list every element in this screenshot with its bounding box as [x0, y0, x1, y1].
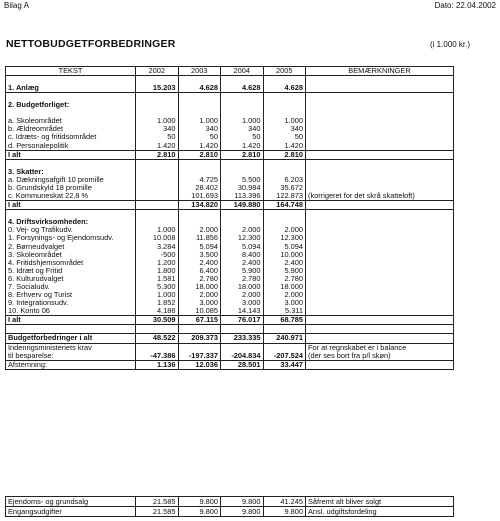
row-label: a. Dækningsafgift 10 promille	[6, 176, 136, 184]
row-value: 1.420	[136, 142, 179, 151]
table-header	[6, 67, 454, 76]
table-row	[6, 291, 454, 299]
row-value: 33.447	[263, 360, 306, 369]
row-value	[178, 76, 221, 85]
row-note	[306, 251, 454, 259]
row-note	[306, 218, 454, 226]
row-value	[136, 218, 179, 226]
row-value: 1.420	[178, 142, 221, 151]
row-label: 9. Integrationsudv.	[6, 299, 136, 307]
row-value: 12.300	[263, 234, 306, 242]
row-value: 1.200	[136, 259, 179, 267]
row-value: 4.628	[263, 84, 306, 93]
row-value	[136, 325, 179, 334]
row-label: I alt	[6, 150, 136, 159]
row-value: 340	[178, 125, 221, 133]
row-label	[6, 93, 136, 102]
row-value	[178, 210, 221, 219]
row-value: 1.000	[263, 117, 306, 125]
row-note	[306, 150, 454, 159]
row-value: 21.585	[136, 497, 179, 507]
row-value	[221, 343, 264, 352]
row-value: 14.143	[221, 307, 264, 316]
row-label	[6, 159, 136, 168]
row-note	[306, 184, 454, 192]
row-value: 9.800	[178, 507, 221, 517]
row-value: 5.500	[221, 176, 264, 184]
row-label: til besparelse:	[6, 352, 136, 361]
table-row	[6, 251, 454, 259]
row-value: 9.800	[263, 507, 306, 517]
row-value: 2.810	[221, 150, 264, 159]
row-value: 4.186	[136, 307, 179, 316]
row-value: 2.810	[178, 150, 221, 159]
row-value: 12.300	[221, 234, 264, 242]
table-row	[6, 234, 454, 242]
row-value: 10.000	[263, 251, 306, 259]
row-value: 9.800	[178, 497, 221, 507]
row-value	[136, 109, 179, 117]
row-value: 340	[221, 125, 264, 133]
row-value: 3.284	[136, 243, 179, 251]
row-value	[136, 201, 179, 210]
row-value	[263, 109, 306, 117]
row-value: 2.400	[263, 259, 306, 267]
row-value: 1.000	[136, 226, 179, 234]
row-value	[221, 76, 264, 85]
table-row	[6, 133, 454, 141]
row-value: 50	[221, 133, 264, 141]
row-label: c. Idræts- og fritidsområdet	[6, 133, 136, 141]
row-value	[263, 325, 306, 334]
row-value	[263, 218, 306, 226]
row-value: 2.810	[136, 150, 179, 159]
row-value	[136, 192, 179, 201]
row-value: 5.094	[263, 243, 306, 251]
row-label: 3. Skoleområdet	[6, 251, 136, 259]
row-value: 240.971	[263, 334, 306, 343]
row-label: 5. Idræt og Fritid	[6, 267, 136, 275]
spacer-row	[6, 109, 454, 117]
row-note	[306, 283, 454, 291]
row-value: 2.000	[178, 291, 221, 299]
spacer-row	[6, 93, 454, 102]
table-row	[6, 307, 454, 316]
table-row	[6, 267, 454, 275]
section-anlaeg	[6, 84, 454, 93]
row-value: 50	[136, 133, 179, 141]
row-value: 101.693	[178, 192, 221, 201]
row-value	[221, 93, 264, 102]
row-value: 2.780	[263, 275, 306, 283]
row-value: 30.509	[136, 316, 179, 325]
row-note	[306, 291, 454, 299]
row-value	[136, 184, 179, 192]
row-value: 12.036	[178, 360, 221, 369]
row-value	[178, 93, 221, 102]
footer-table	[5, 496, 454, 517]
row-value: 3.500	[178, 251, 221, 259]
row-label	[6, 109, 136, 117]
row-note	[306, 117, 454, 125]
column-header: 2003	[178, 67, 221, 76]
row-value: 21.585	[136, 507, 179, 517]
row-value: 15.203	[136, 84, 179, 93]
row-value: -47.386	[136, 352, 179, 361]
row-value: 1.420	[263, 142, 306, 151]
row-value: -500	[136, 251, 179, 259]
table-row	[6, 283, 454, 291]
table-row	[6, 142, 454, 151]
row-value: 6.203	[263, 176, 306, 184]
row-value: 340	[263, 125, 306, 133]
row-label: 10. Konto 06	[6, 307, 136, 316]
row-note	[306, 93, 454, 102]
row-note	[306, 243, 454, 251]
table-row	[6, 299, 454, 307]
row-value: 30.984	[221, 184, 264, 192]
row-note	[306, 316, 454, 325]
total-row	[6, 201, 454, 210]
column-header: 2004	[221, 67, 264, 76]
row-value	[178, 218, 221, 226]
unit-label: (i 1.000 kr.)	[429, 40, 470, 49]
row-value: 113.396	[221, 192, 264, 201]
row-value	[136, 76, 179, 85]
table-row	[6, 259, 454, 267]
section-header	[6, 218, 454, 226]
section-header	[6, 101, 454, 109]
row-note	[306, 201, 454, 210]
row-note	[306, 299, 454, 307]
row-value	[136, 168, 179, 176]
row-note	[306, 168, 454, 176]
row-label: 1. Anlæg	[6, 84, 136, 93]
table-row	[6, 176, 454, 184]
row-value	[136, 159, 179, 168]
row-note	[306, 101, 454, 109]
row-value: 1.581	[136, 275, 179, 283]
afstemning-row	[6, 360, 454, 369]
row-value: 2.000	[263, 226, 306, 234]
row-value: 67.115	[178, 316, 221, 325]
row-value: 18.000	[263, 283, 306, 291]
row-value: 2.780	[221, 275, 264, 283]
column-header: TEKST	[6, 67, 136, 76]
row-label: 3. Skatter:	[6, 168, 136, 176]
row-label: 2. Børneudvalget	[6, 243, 136, 251]
row-value: 149.880	[221, 201, 264, 210]
table-row	[6, 192, 454, 201]
row-value: 5.300	[136, 283, 179, 291]
table-row	[6, 125, 454, 133]
row-value: 11.856	[178, 234, 221, 242]
column-header: 2002	[136, 67, 179, 76]
table-row	[6, 275, 454, 283]
row-value	[263, 159, 306, 168]
column-header: 2005	[263, 67, 306, 76]
row-value: 35.672	[263, 184, 306, 192]
row-value: -197.337	[178, 352, 221, 361]
row-value	[221, 218, 264, 226]
column-header: BEMÆRKNINGER	[306, 67, 454, 76]
row-value: 1.000	[221, 117, 264, 125]
row-value	[221, 109, 264, 117]
footer-row	[6, 497, 454, 507]
row-value: 2.000	[263, 291, 306, 299]
row-value: 2.400	[221, 259, 264, 267]
row-note	[306, 125, 454, 133]
row-value: 5.900	[263, 267, 306, 275]
row-label: I alt	[6, 316, 136, 325]
row-label: Afstemning:	[6, 360, 136, 369]
total-row	[6, 316, 454, 325]
row-value	[221, 101, 264, 109]
row-value: 2.780	[178, 275, 221, 283]
row-value: 1.000	[178, 117, 221, 125]
row-note	[306, 259, 454, 267]
row-value	[263, 101, 306, 109]
row-note	[306, 360, 454, 369]
row-value: 48.522	[136, 334, 179, 343]
row-note	[306, 176, 454, 184]
row-note: Såfremt alt bliver solgt	[306, 497, 454, 507]
row-value	[136, 176, 179, 184]
row-value	[263, 93, 306, 102]
row-value: 9.800	[221, 497, 264, 507]
row-value: 122.873	[263, 192, 306, 201]
row-value	[178, 109, 221, 117]
page-title: NETTOBUDGETFORBEDRINGER	[6, 38, 176, 50]
section-header	[6, 168, 454, 176]
row-value: 5.311	[263, 307, 306, 316]
row-value	[221, 168, 264, 176]
row-note	[306, 133, 454, 141]
row-value: 4.628	[178, 84, 221, 93]
row-value: 76.017	[221, 316, 264, 325]
row-value	[136, 101, 179, 109]
row-value	[263, 76, 306, 85]
row-label: 4. Fritidshjemsområdet	[6, 259, 136, 267]
row-note: For at regnskabet er i balance	[306, 343, 454, 352]
row-note	[306, 159, 454, 168]
row-label: I alt	[6, 201, 136, 210]
table-row	[6, 117, 454, 125]
row-label: 7. Socialudv.	[6, 283, 136, 291]
row-note: Ansl. udgiftsfordeling	[306, 507, 454, 517]
row-label: b. Ældreområdet	[6, 125, 136, 133]
row-value: 134.820	[178, 201, 221, 210]
row-value: 1.800	[136, 267, 179, 275]
row-value: 50	[178, 133, 221, 141]
row-note	[306, 234, 454, 242]
table-row	[6, 226, 454, 234]
row-label	[6, 325, 136, 334]
row-label: Budgetforbedringer i alt	[6, 334, 136, 343]
row-note	[306, 334, 454, 343]
row-value: 18.000	[221, 283, 264, 291]
row-note: (korrigeret for det skrå skatteloft)	[306, 192, 454, 201]
table-row	[6, 243, 454, 251]
row-value: 6.400	[178, 267, 221, 275]
row-value	[221, 159, 264, 168]
row-label: 1. Forsynings- og Ejendomsudv.	[6, 234, 136, 242]
row-value: 8.400	[221, 251, 264, 259]
row-value: 1.420	[221, 142, 264, 151]
row-value: 50	[263, 133, 306, 141]
table-row	[6, 184, 454, 192]
row-value: 18.000	[178, 283, 221, 291]
spacer-row	[6, 210, 454, 219]
row-note	[306, 76, 454, 85]
row-label: Indenrigsministeriets krav	[6, 343, 136, 352]
indenrigs-row-2	[6, 352, 454, 361]
budgetforbedringer-row	[6, 334, 454, 343]
total-row	[6, 150, 454, 159]
row-note	[306, 267, 454, 275]
row-value	[221, 325, 264, 334]
spacer-row	[6, 325, 454, 334]
row-label: a. Skoleområdet	[6, 117, 136, 125]
footer-row	[6, 507, 454, 517]
spacer-row	[6, 76, 454, 85]
row-value: 10.085	[178, 307, 221, 316]
row-value	[178, 159, 221, 168]
row-value: 4.628	[221, 84, 264, 93]
row-value: 3.000	[221, 299, 264, 307]
row-value: 28.501	[221, 360, 264, 369]
row-value: 233.335	[221, 334, 264, 343]
row-value: 2.000	[178, 226, 221, 234]
row-value	[263, 210, 306, 219]
row-note: (der ses bort fra p/l skøn)	[306, 352, 454, 361]
row-value: 3.000	[263, 299, 306, 307]
row-value	[263, 168, 306, 176]
row-label: 0. Vej- og Trafikudv.	[6, 226, 136, 234]
budget-table	[5, 66, 454, 370]
row-note	[306, 142, 454, 151]
row-label: d. Personalepolitik	[6, 142, 136, 151]
row-value	[221, 210, 264, 219]
row-label	[6, 76, 136, 85]
row-note	[306, 226, 454, 234]
row-label: 6. Kulturudvalget	[6, 275, 136, 283]
row-value: 164.748	[263, 201, 306, 210]
row-value: 4.725	[178, 176, 221, 184]
row-value	[178, 168, 221, 176]
spacer-row	[6, 159, 454, 168]
row-value	[178, 101, 221, 109]
row-note	[306, 84, 454, 93]
row-value: 2.000	[221, 291, 264, 299]
row-value: 1.852	[136, 299, 179, 307]
row-note	[306, 210, 454, 219]
row-note	[306, 275, 454, 283]
row-value	[136, 343, 179, 352]
row-label: Ejendoms- og grundsalg	[6, 497, 136, 507]
row-value: 2.810	[263, 150, 306, 159]
row-value: 1.000	[136, 117, 179, 125]
row-value: 3.000	[178, 299, 221, 307]
indenrigs-row-1	[6, 343, 454, 352]
row-label: 2. Budgetforliget:	[6, 101, 136, 109]
row-value: 2.000	[221, 226, 264, 234]
row-label: 8. Erhverv og Turist	[6, 291, 136, 299]
row-note	[306, 325, 454, 334]
row-value: 10.008	[136, 234, 179, 242]
row-value: -207.524	[263, 352, 306, 361]
row-value: 41.245	[263, 497, 306, 507]
row-value: 5.900	[221, 267, 264, 275]
row-value: 1.136	[136, 360, 179, 369]
row-value: 28.402	[178, 184, 221, 192]
row-value: 9.800	[221, 507, 264, 517]
row-value: 5.094	[178, 243, 221, 251]
row-label: Engangsudgifter	[6, 507, 136, 517]
row-note	[306, 307, 454, 316]
row-note	[306, 109, 454, 117]
row-value: 340	[136, 125, 179, 133]
row-value: 5.094	[221, 243, 264, 251]
row-value	[178, 325, 221, 334]
row-label: b. Grundskyld 18 promille	[6, 184, 136, 192]
row-value	[136, 210, 179, 219]
row-value: 2.400	[178, 259, 221, 267]
document-date: Dato: 22.04.2002	[434, 1, 496, 10]
row-value: -204.834	[221, 352, 264, 361]
row-value: 1.000	[136, 291, 179, 299]
row-label: c. Kommuneskat 22,8 %	[6, 192, 136, 201]
document-label: Bilag A	[4, 1, 29, 10]
row-label	[6, 210, 136, 219]
row-value	[263, 343, 306, 352]
row-value	[136, 93, 179, 102]
row-value	[178, 343, 221, 352]
row-label: 4. Driftsvirksomheden:	[6, 218, 136, 226]
row-value: 68.785	[263, 316, 306, 325]
row-value: 209.373	[178, 334, 221, 343]
